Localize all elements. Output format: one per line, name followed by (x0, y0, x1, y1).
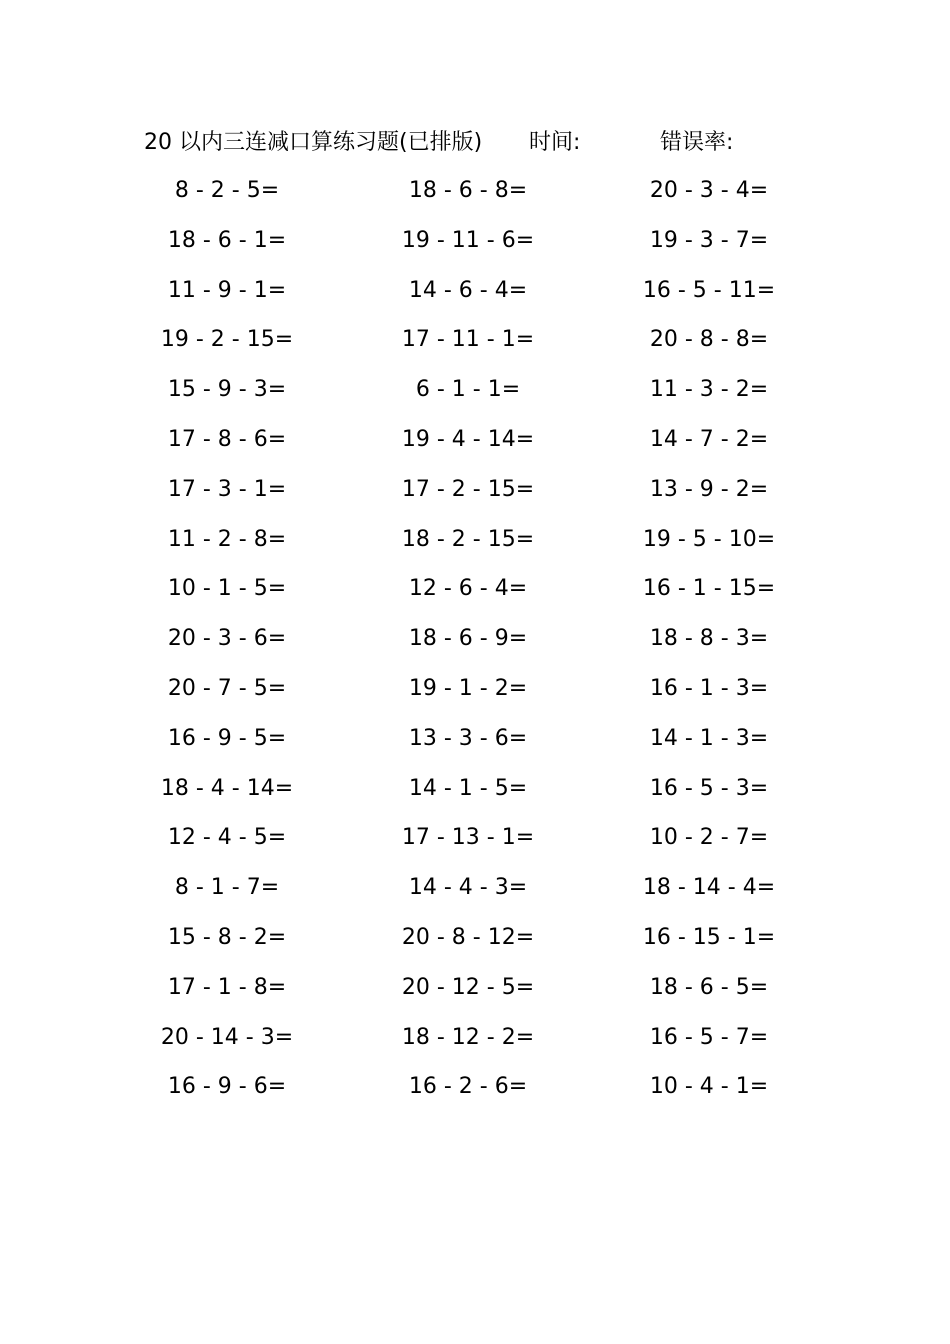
problem-item: 16 - 2 - 6= (408, 1074, 528, 1100)
problem-item: 14 - 4 - 3= (408, 875, 528, 901)
problem-row (140, 174, 820, 224)
problem-item: 16 - 5 - 3= (649, 775, 769, 801)
problem-item: 10 - 2 - 7= (649, 825, 769, 851)
problem-item: 19 - 11 - 6= (401, 227, 535, 253)
problem-item: 16 - 15 - 1= (642, 924, 776, 950)
problem-row (140, 772, 820, 822)
problem-row (140, 323, 820, 373)
problem-item: 14 - 6 - 4= (408, 277, 528, 303)
problem-item: 16 - 9 - 6= (167, 1074, 287, 1100)
problem-item: 20 - 14 - 3= (160, 1024, 294, 1050)
problem-item: 13 - 3 - 6= (408, 725, 528, 751)
problem-item: 18 - 6 - 1= (167, 227, 287, 253)
problem-row (140, 921, 820, 971)
problem-item: 13 - 9 - 2= (649, 476, 769, 502)
problem-item: 17 - 11 - 1= (401, 327, 535, 353)
problem-item: 17 - 13 - 1= (401, 825, 535, 851)
problem-item: 17 - 1 - 8= (167, 974, 287, 1000)
worksheet-title: 20 以内三连减口算练习题(已排版) (144, 130, 483, 155)
problem-item: 18 - 8 - 3= (649, 626, 769, 652)
problem-row (140, 373, 820, 423)
problem-item: 20 - 8 - 8= (649, 327, 769, 353)
problem-row (140, 971, 820, 1021)
problem-item: 15 - 9 - 3= (167, 377, 287, 403)
problem-item: 16 - 1 - 15= (642, 576, 776, 602)
problem-item: 11 - 9 - 1= (167, 277, 287, 303)
problem-item: 10 - 4 - 1= (649, 1074, 769, 1100)
problem-item: 20 - 3 - 4= (649, 178, 769, 203)
problem-item: 20 - 8 - 12= (401, 924, 535, 950)
problem-row (140, 1021, 820, 1071)
problem-item: 11 - 2 - 8= (167, 526, 287, 552)
problem-row (140, 224, 820, 274)
problem-item: 18 - 6 - 8= (408, 178, 528, 203)
problem-item: 19 - 2 - 15= (160, 327, 294, 353)
time-label: 时间: (529, 130, 581, 155)
problem-row (140, 622, 820, 672)
problem-row (140, 523, 820, 573)
problem-item: 18 - 2 - 15= (401, 526, 535, 552)
problem-item: 8 - 1 - 7= (174, 875, 280, 901)
problem-item: 18 - 6 - 9= (408, 626, 528, 652)
problem-item: 14 - 1 - 5= (408, 775, 528, 801)
problem-item: 20 - 12 - 5= (401, 974, 535, 1000)
problem-item: 19 - 3 - 7= (649, 227, 769, 253)
problem-row (140, 274, 820, 324)
problem-row (140, 722, 820, 772)
problem-item: 19 - 1 - 2= (408, 675, 528, 701)
problem-row (140, 821, 820, 871)
problem-row (140, 672, 820, 722)
problem-item: 11 - 3 - 2= (649, 377, 769, 403)
problem-item: 16 - 9 - 5= (167, 725, 287, 751)
problem-item: 16 - 5 - 7= (649, 1024, 769, 1050)
problem-item: 19 - 5 - 10= (642, 526, 776, 552)
problem-item: 12 - 4 - 5= (167, 825, 287, 851)
problem-item: 18 - 12 - 2= (401, 1024, 535, 1050)
problem-grid (140, 174, 820, 1120)
problem-item: 16 - 1 - 3= (649, 675, 769, 701)
problem-item: 10 - 1 - 5= (167, 576, 287, 602)
problem-item: 16 - 5 - 11= (642, 277, 776, 303)
problem-row (140, 423, 820, 473)
problem-row (140, 871, 820, 921)
problem-item: 19 - 4 - 14= (401, 426, 535, 452)
problem-item: 6 - 1 - 1= (415, 377, 521, 403)
problem-item: 20 - 3 - 6= (167, 626, 287, 652)
problem-item: 17 - 8 - 6= (167, 426, 287, 452)
problem-item: 8 - 2 - 5= (174, 178, 280, 203)
problem-item: 14 - 7 - 2= (649, 426, 769, 452)
problem-row (140, 1070, 820, 1120)
problem-item: 18 - 4 - 14= (160, 775, 294, 801)
problem-item: 15 - 8 - 2= (167, 924, 287, 950)
problem-row (140, 572, 820, 622)
problem-item: 17 - 3 - 1= (167, 476, 287, 502)
problem-item: 20 - 7 - 5= (167, 675, 287, 701)
error-rate-label: 错误率: (660, 130, 734, 155)
problem-item: 18 - 14 - 4= (642, 875, 776, 901)
problem-item: 17 - 2 - 15= (401, 476, 535, 502)
problem-row (140, 473, 820, 523)
problem-item: 14 - 1 - 3= (649, 725, 769, 751)
problem-item: 12 - 6 - 4= (408, 576, 528, 602)
problem-item: 18 - 6 - 5= (649, 974, 769, 1000)
